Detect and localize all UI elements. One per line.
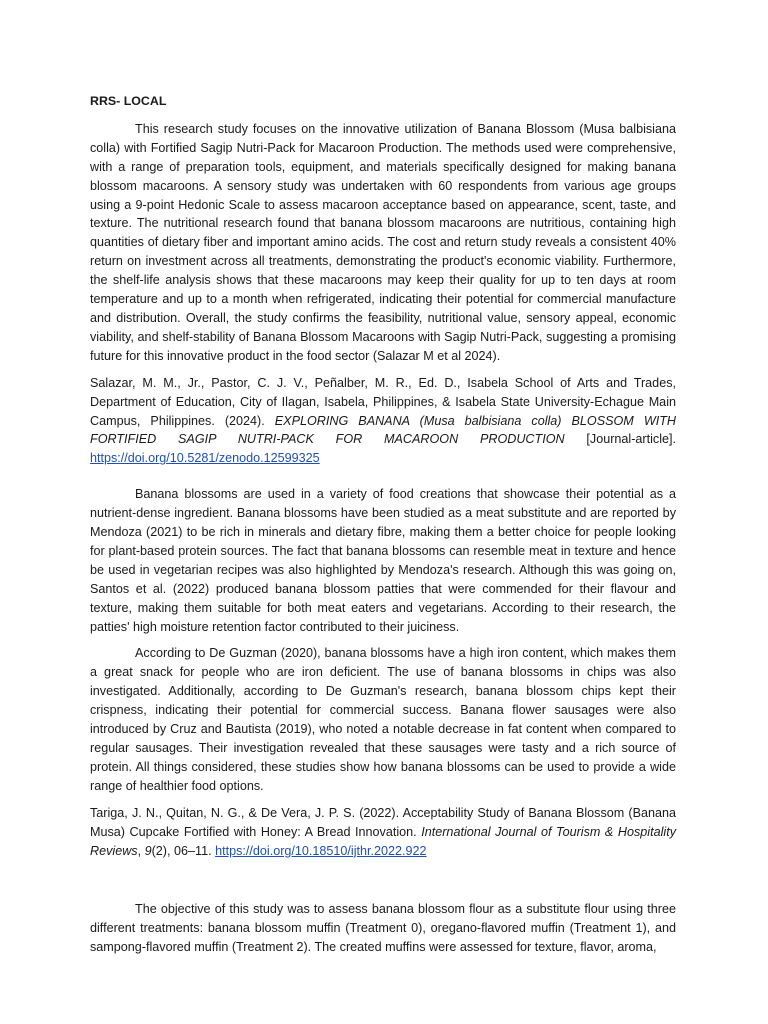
- reference-salazar: [90, 374, 676, 469]
- paragraph-muffin-study: The objective of this study was to assess banana blossom flour as a substitute flour using three different treatments: banana blossom muffin (Treatment 0), oregano-flavored muffin (Treatment 1), and sampong-flavored muffin (Treatment 2). The created muffins were assessed for texture, flavor, aroma,: [90, 902, 676, 955]
- reference-authors: Tariga, J. N., Quitan, N. G., & De Vera, J. P. S. (2022). Acceptability Study of Banana Blossom (Banana Musa) Cupcake Fortified with Honey: A Bread Innovation.: [90, 805, 676, 839]
- reference-volume: 9: [144, 843, 152, 858]
- reference-separator: ,: [137, 843, 145, 858]
- reference-title: EXPLORING BANANA (Musa balbisiana colla) BLOSSOM WITH FORTIFIED SAGIP NUTRI-PACK FOR MACAROON PRODUCTION: [90, 413, 676, 447]
- reference-authors: Salazar, M. M., Jr., Pastor, C. J. V., Peñalber, M. R., Ed. D., Isabela School of Arts and Trades, Department of Education, City of Ilagan, Isabela, Philippines, & Isabela State University-Echague Main Campus, Philippines. (2024).: [90, 375, 676, 428]
- reference-issue-pages: (2), 06–11.: [151, 843, 216, 858]
- reference-journal: International Journal of Tourism & Hospitality Reviews: [90, 824, 676, 858]
- paragraph-salazar-summary: This research study focuses on the innovative utilization of Banana Blossom (Musa balbisiana colla) with Fortified Sagip Nutri-Pack for Macaroon Production. The methods used were comprehensive, with a range of preparation tools, equipment, and materials specifically designed for making banana blossom macaroons. A sensory study was undertaken with 60 respondents from various age groups using a 9-point Hedonic Scale to assess macaroon acceptance based on appearance, scent, taste, and texture. The nutritional research found that banana blossom macaroons are nutritious, containing high quantities of dietary fiber and important amino acids. The cost and return study reveals a consistent 40% return on investment across all treatments, demonstrating the product's economic viability. Furthermore, the shelf-life analysis shows that these macaroons may keep their quality for up to ten days at room temperature and up to a month when refrigerated, indicating their potential for commercial manufacture and distribution. Overall, the study confirms the feasibility, nutritional value, sensory appeal, economic viability, and shelf-stability of Banana Blossom Macaroons with Sagip Nutri-Pack, suggesting a promising future for this innovative product in the food sector (Salazar M et al 2024).: [90, 121, 676, 363]
- doi-link[interactable]: https://doi.org/10.18510/ijthr.2022.922: [215, 843, 427, 858]
- section-heading: RRS- LOCAL: [90, 94, 167, 108]
- reference-tariga: [90, 804, 676, 861]
- reference-type: [Journal-article].: [564, 432, 676, 447]
- paragraph-banana-blossom-uses: Banana blossoms are used in a variety of food creations that showcase their potential as a nutrient-dense ingredient. Banana blossoms have been studied as a meat substitute and are reported by Mendoza (2021) to be rich in minerals and dietary fibre, making them a better choice for people looking for plant-based protein sources. The fact that banana blossoms can resemble meat in texture and hence be used in vegetarian recipes was also highlighted by Mendoza's research. Although this was going on, Santos et al. (2022) produced banana blossom patties that were commended for their flavour and texture, making them suitable for both meat eaters and vegetarians. According to their research, the patties' high moisture retention factor contributed to their juiciness.: [90, 487, 676, 634]
- doi-link[interactable]: https://doi.org/10.5281/zenodo.12599325: [90, 451, 320, 466]
- document-body: [90, 92, 676, 965]
- paragraph-de-guzman: According to De Guzman (2020), banana blossoms have a high iron content, which makes them a great snack for people who are iron deficient. The use of banana blossoms in chips was also investigated. Additionally, according to De Guzman's research, banana blossom chips kept their crispness, indicating their potential for commercial success. Banana flower sausages were also introduced by Cruz and Bautista (2019), who noted a notable decrease in fat content when compared to regular sausages. Their investigation revealed that these sausages were tasty and a rich source of protein. All things considered, these studies show how banana blossoms can be used to provide a wide range of healthier food options.: [90, 646, 676, 793]
